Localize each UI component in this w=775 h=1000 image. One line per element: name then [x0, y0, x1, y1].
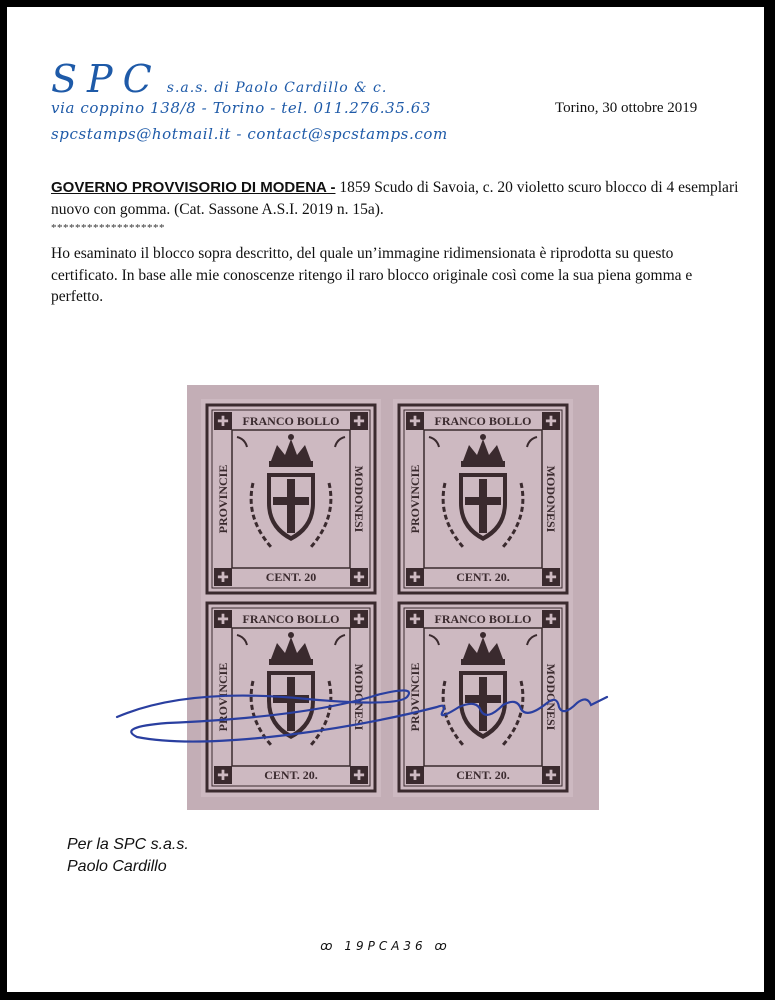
stamp3-right-label: MODONESI — [352, 663, 366, 731]
stamp4-left-label: PROVINCIE — [408, 662, 422, 732]
stamp4-top-label: FRANCO BOLLO — [434, 612, 532, 626]
certificate-number-text: 19PCA36 — [344, 939, 427, 953]
subject-title: GOVERNO PROVVISORIO DI MODENA - — [51, 179, 336, 196]
stamp1-top-label: FRANCO BOLLO — [242, 414, 340, 428]
stamp2-left-label: PROVINCIE — [408, 464, 422, 534]
company-logo: SPC — [51, 57, 162, 101]
expert-opinion: Ho esaminato il blocco sopra descritto, del quale un’immagine ridimensionata è riprodotta su questo certificato. In base alle mie conoscenze ritengo il raro blocco originale così come la sua piena gomma e perfetto. — [51, 245, 693, 305]
stamp1-right-label: MODONESI — [352, 465, 366, 533]
stamp2-right-label: MODONESI — [544, 465, 558, 533]
company-header — [51, 57, 387, 101]
certificate-date: Torino, 30 ottobre 2019 — [555, 100, 698, 116]
stamp3-left-label: PROVINCIE — [216, 662, 230, 732]
subject-paragraph — [51, 177, 741, 220]
certificate-page — [7, 7, 764, 992]
signatory-line-2: Paolo Cardillo — [67, 858, 167, 875]
company-emails: spcstamps@hotmail.it - contact@spcstamps.com — [51, 125, 448, 143]
ornament-left-icon: ꝏ — [320, 939, 345, 953]
stamp1-left-label: PROVINCIE — [216, 464, 230, 534]
company-suffix: s.a.s. di Paolo Cardillo & c. — [166, 80, 388, 96]
stars-divider: ******************* — [51, 222, 165, 234]
ornament-right-icon: ꝏ — [426, 939, 451, 953]
signatory-line-1: Per la SPC s.a.s. — [67, 836, 189, 853]
certificate-number — [7, 939, 764, 953]
stamp1-value-label: CENT. 20 — [265, 570, 317, 584]
stamp2-top-label: FRANCO BOLLO — [434, 414, 532, 428]
stamp2-value-label: CENT. 20. — [456, 570, 510, 584]
stamp4-value-label: CENT. 20. — [456, 768, 510, 782]
signatory-block — [67, 834, 189, 878]
stamp3-value-label: CENT. 20. — [264, 768, 318, 782]
subject-description: 1859 Scudo di Savoia, c. 20 violetto scuro blocco di 4 esemplari nuovo con gomma. (Cat. Sassone A.S.I. 2019 n. 15a). — [51, 179, 739, 218]
handwritten-signature — [107, 677, 647, 767]
stamp4-right-label: MODONESI — [544, 663, 558, 731]
company-address: via coppino 138/8 - Torino - tel. 011.276.35.63 — [51, 99, 432, 117]
stamp3-top-label: FRANCO BOLLO — [242, 612, 340, 626]
